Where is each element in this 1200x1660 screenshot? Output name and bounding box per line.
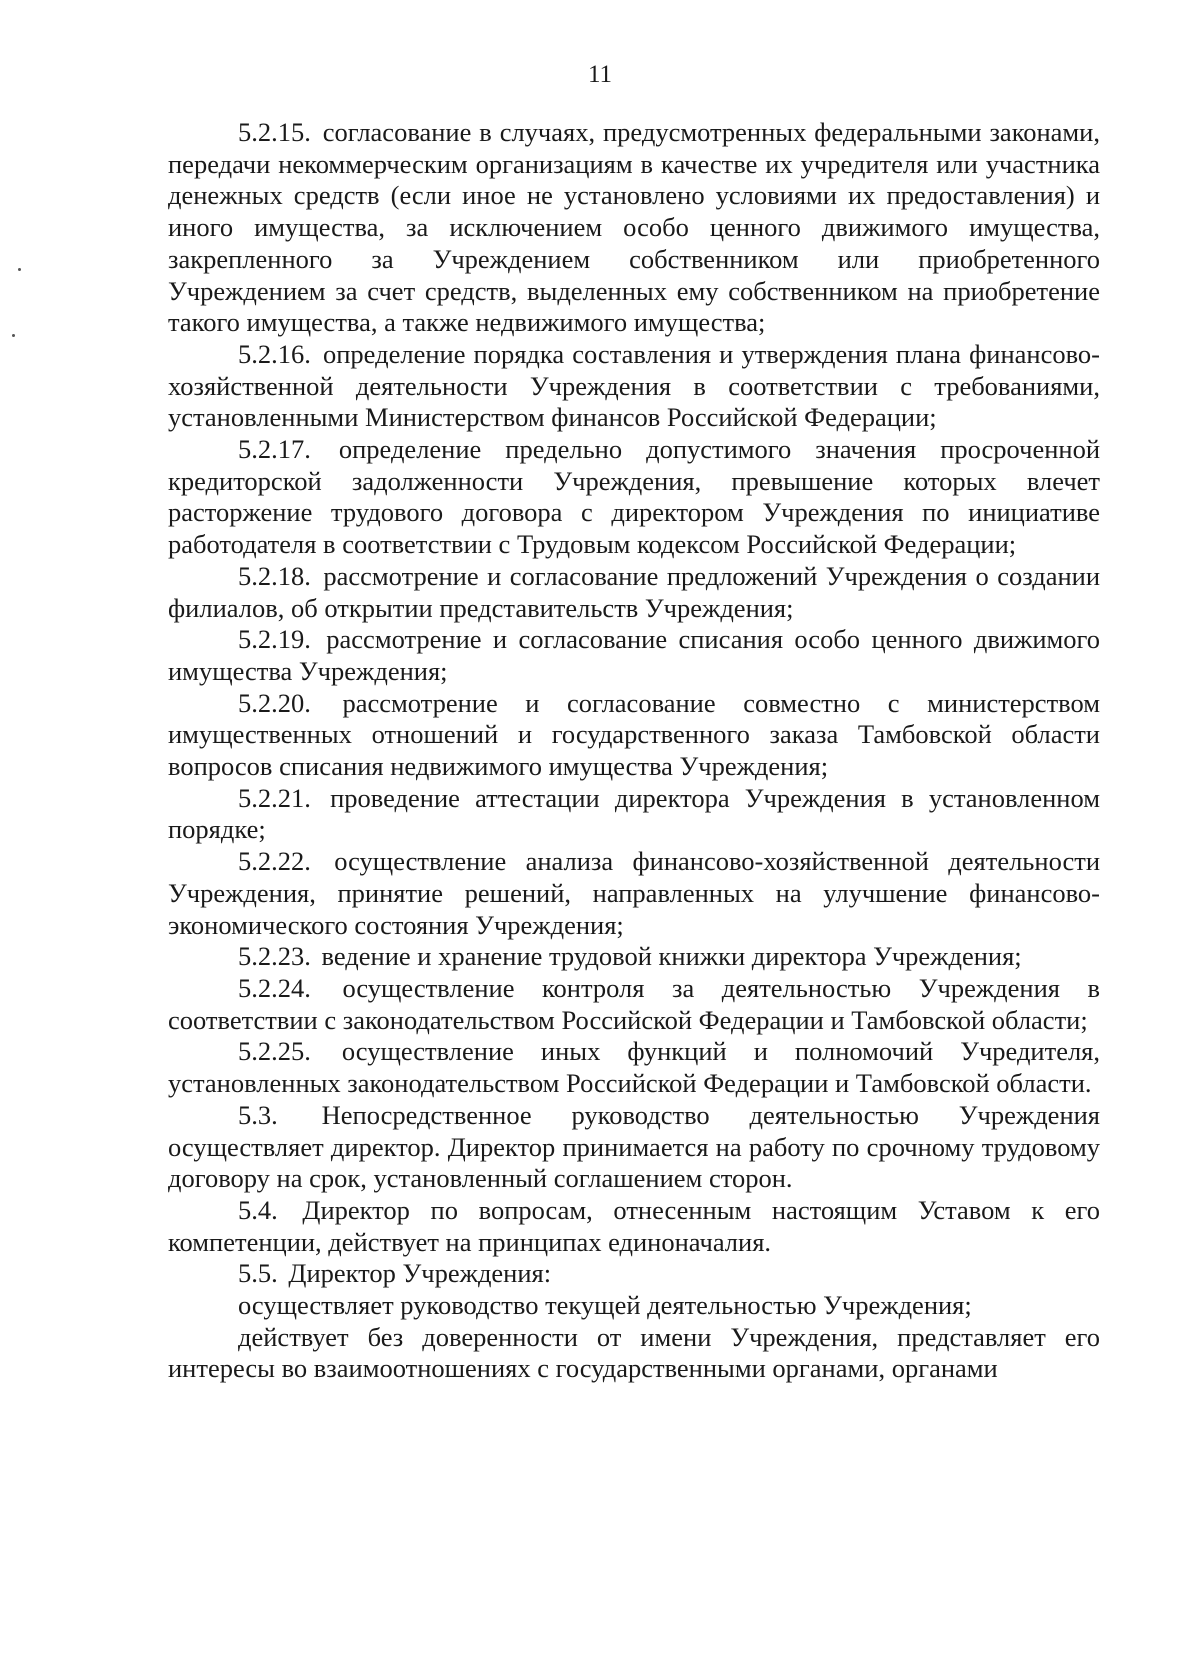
paragraph-5-2-17 (168, 434, 1100, 561)
clause-text: осуществление контроля за деятельностью Учреждения в соответствии с законодательством Российской Федерации и Тамбовской области; (168, 972, 1100, 1035)
scan-speck (12, 334, 15, 337)
clause-text: Директор Учреждения: (288, 1258, 552, 1289)
clause-text: осуществляет руководство текущей деятельностью Учреждения; (238, 1290, 972, 1321)
clause-text: согласование в случаях, предусмотренных федеральными законами, передачи некоммерческим организациям в качестве их учредителя или участника денежных средств (если иное не установлено условиями их предоставления) и иного имущества, за исключением особо ценного движимого имущества, закрепленного за Учреждением собственником или приобретенного Учреждением за счет средств, выделенных ему собственником на приобретение такого имущества, а также недвижимого имущества; (168, 117, 1100, 338)
paragraph-5-2-19 (168, 624, 1100, 687)
paragraph-5-2-22 (168, 846, 1100, 941)
paragraph-5-2-23 (168, 941, 1100, 973)
clause-number: 5.5. (238, 1258, 278, 1289)
paragraph-5-2-20 (168, 688, 1100, 783)
paragraph-5-2-24 (168, 973, 1100, 1036)
clause-text: действует без доверенности от имени Учреждения, представляет его интересы во взаимоотношениях с государственными органами, органами (168, 1321, 1100, 1384)
paragraph-5-3 (168, 1100, 1100, 1195)
clause-text: ведение и хранение трудовой книжки директора Учреждения; (321, 941, 1022, 972)
clause-text: Директор по вопросам, отнесенным настоящим Уставом к его компетенции, действует на принципах единоначалия. (168, 1194, 1101, 1257)
clause-number: 5.2.18. (238, 560, 311, 591)
scan-speck (18, 268, 21, 271)
paragraph-5-2-25 (168, 1036, 1100, 1099)
clause-number: 5.2.17. (238, 434, 311, 465)
clause-number: 5.2.25. (238, 1036, 311, 1067)
paragraph-5-4 (168, 1195, 1100, 1258)
clause-text: рассмотрение и согласование совместно с министерством имущественных отношений и государственного заказа Тамбовской области вопросов списания недвижимого имущества Учреждения; (168, 687, 1101, 782)
clause-number: 5.2.21. (238, 782, 311, 813)
clause-text: проведение аттестации директора Учреждения в установленном порядке; (168, 782, 1100, 845)
paragraph-5-2-16 (168, 339, 1100, 434)
document-body (168, 117, 1100, 1385)
clause-number: 5.2.20. (238, 687, 311, 718)
clause-number: 5.3. (238, 1099, 278, 1130)
clause-number: 5.2.15. (238, 117, 311, 147)
clause-number: 5.4. (238, 1194, 278, 1225)
paragraph-5-2-18 (168, 561, 1100, 624)
clause-number: 5.2.23. (238, 941, 311, 972)
clause-number: 5.2.22. (238, 846, 311, 877)
paragraph-director-duty-1 (168, 1290, 1100, 1322)
paragraph-director-duty-2 (168, 1322, 1100, 1385)
paragraph-5-2-21 (168, 783, 1100, 846)
paragraph-5-2-15 (168, 117, 1100, 339)
clause-number: 5.2.24. (238, 972, 311, 1003)
page-number: 11 (587, 61, 613, 88)
clause-text: осуществление иных функций и полномочий Учредителя, установленных законодательством Российской Федерации и Тамбовской области. (168, 1036, 1100, 1099)
clause-text: определение порядка составления и утверждения плана финансово-хозяйственной деятельности Учреждения в соответствии с требованиями, установленными Министерством финансов Российской Федерации; (168, 338, 1101, 433)
clause-text: определение предельно допустимого значения просроченной кредиторской задолженности Учреждения, превышение которых влечет расторжение трудового договора с директором Учреждения по инициативе работодателя в соответствии с Трудовым кодексом Российской Федерации; (168, 434, 1101, 560)
clause-number: 5.2.16. (238, 338, 311, 369)
clause-number: 5.2.19. (238, 624, 311, 655)
clause-text: осуществление анализа финансово-хозяйственной деятельности Учреждения, принятие решений, направленных на улучшение финансово-экономического состояния Учреждения; (168, 846, 1101, 940)
paragraph-5-5 (168, 1258, 1100, 1290)
clause-text: рассмотрение и согласование предложений Учреждения о создании филиалов, об открытии представительств Учреждения; (168, 560, 1101, 623)
clause-text: Непосредственное руководство деятельностью Учреждения осуществляет директор. Директор принимается на работу по срочному трудовому договору на срок, установленный соглашением сторон. (168, 1099, 1101, 1194)
clause-text: рассмотрение и согласование списания особо ценного движимого имущества Учреждения; (168, 624, 1101, 686)
